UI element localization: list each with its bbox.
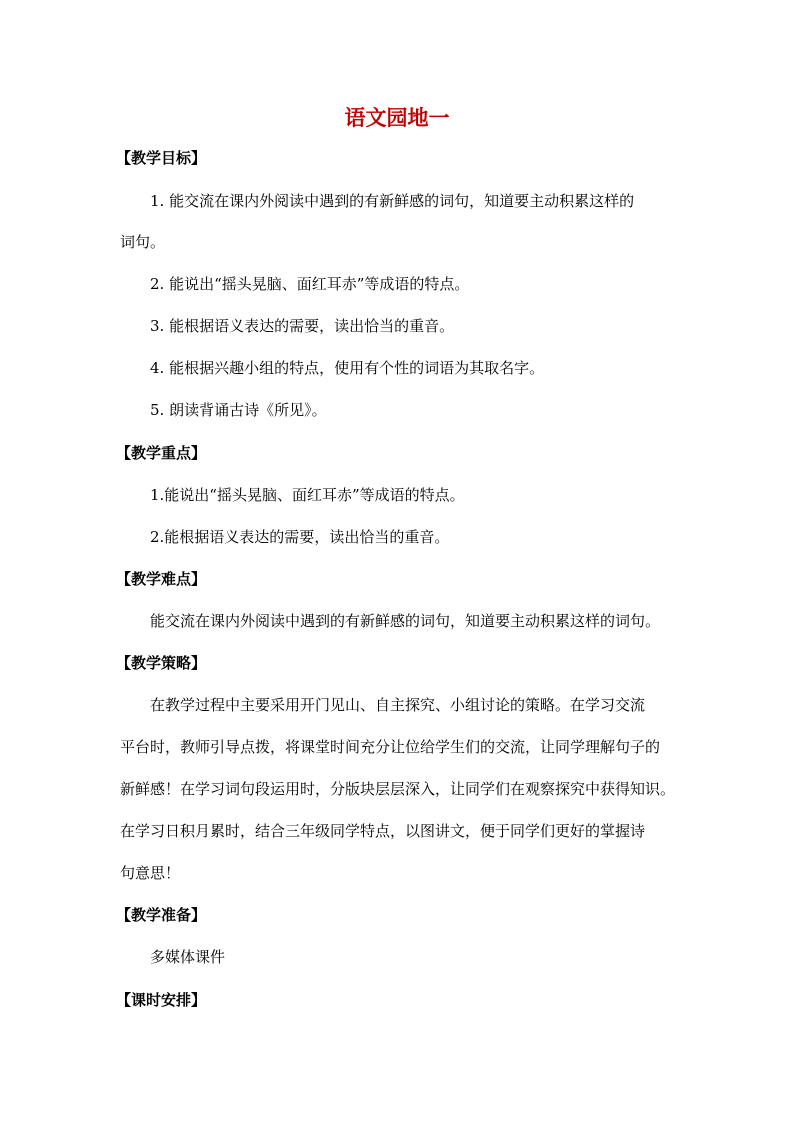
goal-item-1: 1. 能交流在课内外阅读中遇到的有新鲜感的词句，知道要主动积累这样的 — [150, 192, 635, 210]
goal-item-4: 4. 能根据兴趣小组的特点，使用有个性的词语为其取名字。 — [150, 359, 545, 377]
strategy-heading: 【教学策略】 — [116, 654, 207, 672]
strategy-line-3: 新鲜感！在学习词句段运用时，分版块层层深入，让同学们在观察探究中获得知识。 — [120, 780, 676, 798]
schedule-heading: 【课时安排】 — [116, 991, 207, 1009]
goal-item-5: 5. 朗读背诵古诗《所见》。 — [150, 401, 327, 419]
strategy-line-4: 在学习日积月累时，结合三年级同学特点，以图讲文，便于同学们更好的掌握诗 — [120, 822, 646, 840]
strategy-line-1: 在教学过程中主要采用开门见山、自主探究、小组讨论的策略。在学习交流 — [150, 696, 646, 714]
goal-item-3: 3. 能根据语义表达的需要，读出恰当的重音。 — [150, 317, 455, 335]
difficulties-text: 能交流在课内外阅读中遇到的有新鲜感的词句，知道要主动积累这样的词句。 — [150, 612, 661, 630]
strategy-line-2: 平台时，教师引导点拨，将课堂时间充分让位给学生们的交流，让同学理解句子的 — [120, 738, 661, 756]
difficulties-heading: 【教学难点】 — [116, 570, 207, 588]
strategy-line-5: 句意思！ — [120, 864, 181, 882]
preparation-heading: 【教学准备】 — [116, 906, 207, 924]
key-point-item-1: 1.能说出“摇头晃脑、面红耳赤”等成语的特点。 — [150, 486, 465, 504]
preparation-text: 多媒体课件 — [150, 948, 226, 966]
goal-item-1-cont: 词句。 — [120, 233, 166, 251]
goals-heading: 【教学目标】 — [116, 149, 207, 167]
key-points-heading: 【教学重点】 — [116, 444, 207, 462]
goal-item-2: 2. 能说出“摇头晃脑、面红耳赤”等成语的特点。 — [150, 275, 470, 293]
page-title: 语文园地一 — [344, 105, 450, 130]
key-point-item-2: 2.能根据语义表达的需要，读出恰当的重音。 — [150, 528, 450, 546]
